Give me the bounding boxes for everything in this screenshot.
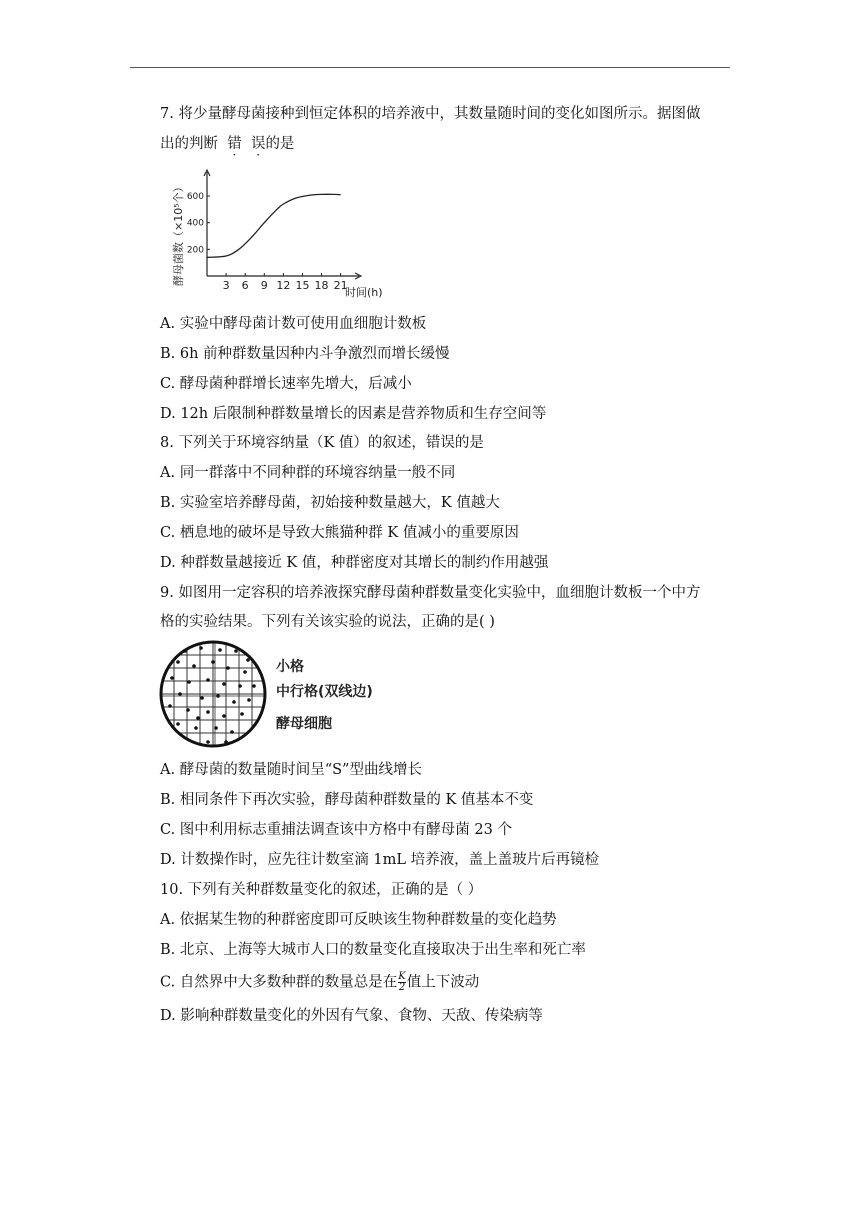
yeast-cell bbox=[247, 698, 251, 702]
chart-x-tick-label: 6 bbox=[241, 279, 249, 292]
yeast-cell bbox=[222, 682, 226, 686]
k-over-2-fraction bbox=[398, 972, 405, 993]
yeast-cell bbox=[194, 726, 198, 730]
q9-option-d: D. 计数操作时，应先往计数室滴 1mL 培养液，盖上盖玻片后再镜检 bbox=[160, 852, 600, 868]
yeast-cell bbox=[252, 684, 256, 688]
q9-hemocytometer-figure bbox=[158, 640, 398, 750]
chart-series-line bbox=[207, 194, 341, 257]
label-small-grid: 小格 bbox=[276, 659, 304, 675]
yeast-cell bbox=[170, 676, 174, 680]
yeast-cell bbox=[168, 704, 172, 708]
yeast-cell bbox=[211, 660, 215, 664]
yeast-cell bbox=[176, 660, 180, 664]
yeast-cell bbox=[176, 722, 180, 726]
yeast-cell bbox=[216, 694, 220, 698]
q9-option-c: C. 图中利用标志重捕法调查该中方格中有酵母菌 23 个 bbox=[160, 822, 512, 838]
q8-option-c: C. 栖息地的破坏是导致大熊猫种群 K 值减小的重要原因 bbox=[160, 525, 519, 541]
yeast-cell bbox=[196, 716, 200, 720]
fraction-denominator: 2 bbox=[398, 982, 406, 993]
q7-stem-line2 bbox=[160, 134, 294, 154]
chart-axes bbox=[204, 170, 361, 279]
q10-option-d: D. 影响种群数量变化的外因有气象、食物、天敌、传染病等 bbox=[160, 1008, 543, 1024]
q7-stem-text: 的是 bbox=[265, 136, 295, 152]
yeast-cell bbox=[230, 730, 234, 734]
yeast-cell bbox=[206, 740, 210, 744]
yeast-cell bbox=[218, 648, 222, 652]
yeast-cell bbox=[187, 680, 191, 684]
yeast-cell bbox=[200, 696, 204, 700]
q10-option-b: B. 北京、上海等大城市人口的数量变化直接取决于出生率和死亡率 bbox=[160, 942, 586, 958]
yeast-cell bbox=[192, 664, 196, 668]
fraction-numerator: K bbox=[398, 971, 406, 982]
chart-x-axis-label: 时间(h) bbox=[345, 286, 383, 299]
q7-emphasis-char: 错 bbox=[227, 136, 242, 152]
label-middle-grid: 中行格(双线边) bbox=[276, 684, 373, 700]
yeast-cell bbox=[222, 714, 226, 718]
q10-option-c-text: C. 自然界中大多数种群的数量总是在 bbox=[160, 974, 398, 991]
q9-option-a: A. 酵母菌的数量随时间呈“S”型曲线增长 bbox=[160, 762, 422, 778]
yeast-cell bbox=[214, 726, 218, 730]
yeast-cell bbox=[238, 684, 242, 688]
yeast-cell bbox=[232, 700, 236, 704]
q7-option-a: A. 实验中酵母菌计数可使用血细胞计数板 bbox=[160, 316, 427, 332]
chart-x-tick-label: 18 bbox=[314, 279, 329, 292]
yeast-cell bbox=[199, 646, 203, 650]
q7-growth-chart bbox=[165, 168, 405, 308]
yeast-cell bbox=[206, 678, 210, 682]
chart-ticks bbox=[187, 192, 348, 292]
header-rule bbox=[130, 67, 730, 68]
chart-x-tick-label: 21 bbox=[333, 279, 348, 292]
q10-option-c-text: 值上下波动 bbox=[406, 974, 480, 991]
q7-emphasis-char: 误 bbox=[250, 136, 266, 152]
yeast-cell bbox=[206, 710, 210, 714]
q7-option-c: C. 酵母菌种群增长速率先增大，后减小 bbox=[160, 376, 412, 392]
q9-option-b: B. 相同条件下再次实验，酵母菌种群数量的 K 值基本不变 bbox=[160, 792, 534, 808]
q7-option-d: D. 12h 后限制种群数量增长的因素是营养物质和生存空间等 bbox=[160, 406, 547, 422]
yeast-cell bbox=[240, 712, 244, 716]
yeast-cell bbox=[243, 670, 247, 674]
yeast-cell bbox=[246, 658, 250, 662]
chart-y-tick-label: 600 bbox=[186, 192, 204, 202]
q10-option-a: A. 依据某生物的种群密度即可反映该生物种群数量的变化趋势 bbox=[160, 912, 557, 928]
yeast-cell bbox=[178, 692, 182, 696]
hemocytometer-grid bbox=[158, 640, 268, 750]
label-yeast-cell: 酵母细胞 bbox=[276, 716, 332, 732]
q7-option-b: B. 6h 前种群数量因种内斗争激烈而增长缓慢 bbox=[160, 346, 450, 362]
yeast-cell bbox=[224, 740, 228, 744]
chart-x-tick-label: 15 bbox=[295, 279, 310, 292]
q8-option-d: D. 种群数量越接近 K 值，种群密度对其增长的制约作用越强 bbox=[160, 555, 549, 571]
chart-y-tick-label: 200 bbox=[186, 245, 204, 256]
q8-option-a: A. 同一群落中不同种群的环境容纳量一般不同 bbox=[160, 465, 456, 481]
q10-stem: 10. 下列有关种群数量变化的叙述，正确的是（ ） bbox=[160, 882, 483, 898]
yeast-cells bbox=[168, 646, 256, 744]
yeast-cell bbox=[186, 708, 190, 712]
chart-y-axis-label: 酵母菌数（×10⁵个） bbox=[172, 181, 185, 286]
chart-y-tick-label: 400 bbox=[186, 218, 204, 229]
q10-option-c bbox=[160, 972, 479, 993]
chart-x-tick-label: 3 bbox=[222, 279, 230, 292]
q9-stem-line1: 9. 如图用一定容积的培养液探究酵母菌种群数量变化实验中，血细胞计数板一个中方 bbox=[160, 585, 701, 601]
chart-x-tick-label: 9 bbox=[260, 279, 268, 292]
q7-stem-text: 出的判断 bbox=[160, 136, 218, 152]
chart-x-tick-label: 12 bbox=[276, 279, 291, 292]
q8-option-b: B. 实验室培养酵母菌，初始接种数量越大，K 值越大 bbox=[160, 495, 500, 511]
q9-stem-line2: 格的实验结果。下列有关该实验的说法，正确的是( ) bbox=[160, 614, 495, 630]
yeast-cell bbox=[226, 666, 230, 670]
yeast-cell bbox=[234, 649, 238, 653]
q8-stem: 8. 下列关于环境容纳量（K 值）的叙述，错误的是 bbox=[160, 435, 484, 451]
q7-stem-line1: 7. 将少量酵母菌接种到恒定体积的培养液中，其数量随时间的变化如图所示。据图做 bbox=[160, 106, 701, 122]
